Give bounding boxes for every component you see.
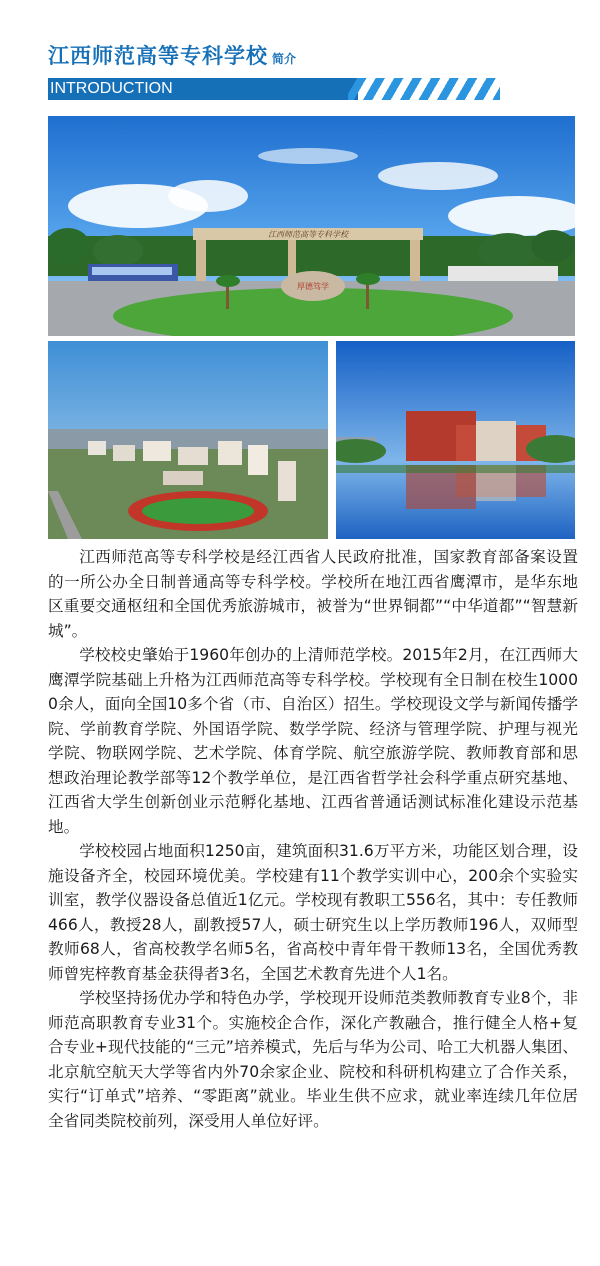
school-title: 江西师范高等专科学校 xyxy=(48,44,268,68)
introduction-banner xyxy=(48,78,500,100)
paragraph-campus: 学校校园占地面积1250亩，建筑面积31.6万平方米，功能区划合理，设施设备齐全，校园环境优美。学校建有11个教学实训中心，200余个实验实训室，教学仪器设备总值近1亿元。学校现有教职工556名，其中：专任教师466人，教授28人，副教授57人，硕士研究生以上学历教师196人，双师型教师68人，省高校教学名师5名，省高校中青年骨干教师13名，全国优秀教师曾宪梓教育基金获得者3名，全国艺术教育先进个人1名。 xyxy=(48,842,578,983)
lake-building-photo xyxy=(336,341,575,539)
paragraph-overview: 江西师范高等专科学校是经江西省人民政府批准，国家教育部备案设置的一所公办全日制普通高等专科学校。学校所在地江西省鹰潭市，是华东地区重要交通枢纽和全国优秀旅游城市，被誉为“世界铜都”“中华道都”“智慧新城”。 xyxy=(48,548,578,640)
gate-sign-text: 江西师范高等专科学校 xyxy=(268,230,348,239)
paragraph-programs: 学校坚持扬优办学和特色办学，学校现开设师范类教师教育专业8个，非师范高职教育专业31个。实施校企合作，深化产教融合，推行健全人格+复合专业+现代技能的“三元”培养模式，先后与华为公司、哈工大机器人集团、北京航空航天大学等省内外70余家企业、院校和科研机构建立了合作关系，实行“订单式”培养、“零距离”就业。毕业生供不应求，就业率连续几年位居全省同类院校前列，深受用人单位好评。 xyxy=(48,989,578,1130)
title-row xyxy=(48,40,296,70)
title-suffix: 简介 xyxy=(272,52,297,66)
introduction-article xyxy=(48,545,578,1133)
introduction-label: INTRODUCTION xyxy=(50,80,173,97)
banner-stripes xyxy=(348,78,500,100)
campus-gate-photo xyxy=(48,116,575,336)
paragraph-history: 学校校史肇始于1960年创办的上清师范学校。2015年2月，在江西师大鹰潭学院基础上升格为江西师范高等专科学校。学校现有全日制在校生10000余人，面向全国10多个省（市、自治区）招生。学校现设文学与新闻传播学院、学前教育学院、外国语学院、数学学院、经济与管理学院、护理与视光学院、物联网学院、艺术学院、体育学院、航空旅游学院、教师教育部和思想政治理论教学部等12个教学单位，是江西省哲学社会科学重点研究基地、江西省大学生创新创业示范孵化基地、江西省普通话测试标准化建设示范基地。 xyxy=(48,646,578,836)
aerial-campus-photo xyxy=(48,341,328,539)
gate-stone-text: 厚德笃学 xyxy=(297,282,329,291)
